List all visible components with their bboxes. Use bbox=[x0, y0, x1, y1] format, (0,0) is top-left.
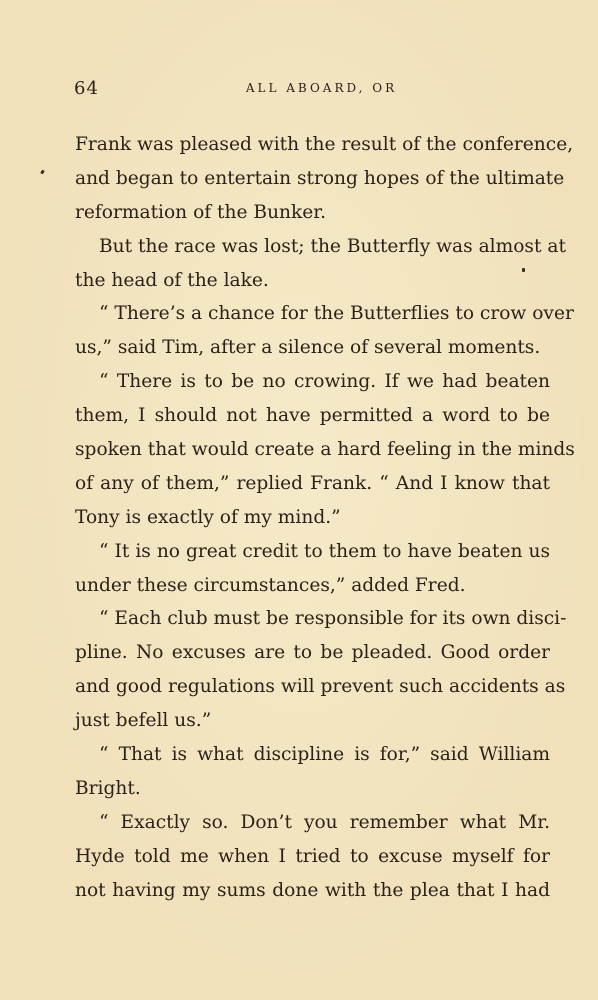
text-line: “ Exactly so. Don’t you remember what Mr. bbox=[99, 811, 550, 833]
page-number: 64 bbox=[74, 78, 99, 99]
text-line: them, I should not have permitted a word to be bbox=[75, 405, 550, 427]
page-header bbox=[74, 78, 551, 100]
text-line: Bright. bbox=[75, 777, 141, 799]
text-line: and began to entertain strong hopes of the ultimate bbox=[75, 167, 565, 189]
running-head: ALL ABOARD, OR bbox=[245, 81, 398, 95]
text-line: just befell us.” bbox=[75, 710, 212, 732]
text-line: the head of the lake. bbox=[75, 269, 269, 291]
text-line: not having my sums done with the plea that I had bbox=[75, 879, 550, 901]
text-line: “ There’s a chance for the Butterflies to crow over bbox=[99, 303, 574, 325]
text-line: “ There is to be no crowing. If we had beaten bbox=[99, 371, 550, 393]
text-line: “ Each club must be responsible for its own disci- bbox=[99, 608, 567, 630]
text-line: “ It is no great credit to them to have beaten us bbox=[99, 540, 550, 562]
text-line: reformation of the Bunker. bbox=[75, 201, 327, 223]
ink-speck bbox=[40, 170, 45, 175]
text-line: under these circumstances,” added Fred. bbox=[75, 574, 466, 596]
text-line: Tony is exactly of my mind.” bbox=[75, 506, 341, 528]
text-line: pline. No excuses are to be pleaded. Good order bbox=[75, 642, 550, 664]
text-line: of any of them,” replied Frank. “ And I know that bbox=[75, 472, 550, 494]
text-line: Frank was pleased with the result of the conference, bbox=[75, 134, 574, 155]
text-line: “ That is what discipline is for,” said William bbox=[99, 744, 550, 766]
text-line: and good regulations will prevent such accidents as bbox=[75, 676, 566, 698]
text-line: But the race was lost; the Butterfly was almost at bbox=[99, 235, 566, 257]
text-line: Hyde told me when I tried to excuse myself for bbox=[75, 845, 550, 867]
text-line: us,” said Tim, after a silence of several moments. bbox=[75, 337, 541, 359]
body-text bbox=[75, 128, 575, 907]
ink-speck bbox=[522, 268, 525, 272]
text-line: spoken that would create a hard feeling in the minds bbox=[75, 439, 575, 461]
